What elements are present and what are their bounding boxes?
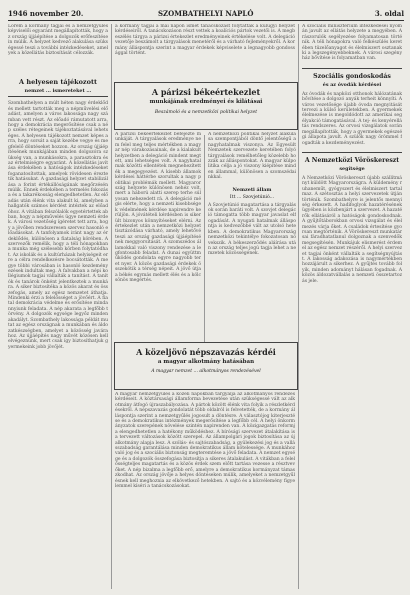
body-text: a kormány tagjai a mai napon ismét tanácskozást folytattak a külügyi helyzet kérdéseiről. A tanácskozáson részt vettek a koalíciós pártok vezetői is. A megbeszélés tárgya a párizsi értekezlet eredményeinek értékelése volt. A delegáció vezetője beszámolt a tárgyalások menetéről és a várható fejleményekről. A kormány álláspontja szerint a magyar érdekek képviselete a legnagyobb gondossággal történt. — [115, 24, 295, 57]
section-label: Nemzeti állam — [232, 186, 272, 193]
center-right-column — [208, 132, 296, 337]
section-sub: Itt ... Szovjetúnió... — [229, 194, 275, 200]
article-headline: A Nemzetközi Vöröskereszt — [304, 156, 400, 164]
article-subhead: és az óvodák kérdései — [322, 81, 382, 88]
article-headline: Szociális gondoskodás — [313, 72, 391, 80]
box-byline: Beszámoló és a nemzetközi politikai helyzet — [154, 110, 258, 115]
header-page-number: 3. oldal — [374, 9, 404, 18]
column-1 — [8, 24, 108, 584]
body-text: Szombathelyen a múlt héten nagy érdeklődés mellett tartották meg a népművelési előadást, amelyen a város lakossága nagy számban vett részt. Az előadó rámutatott arra, hogy a demokrácia megerősítése csak a nép széles rétegeinek tájékoztatásával lehetséges. A helyesen tájékozott nemzet képes arra, hogy sorsát a saját kezébe vegye és megfelelő döntéseket hozzon. Az ország újjáépítésének munkájában minden dolgozóra szükség van, a munkásokra, a parasztokra és az értelmiségre egyaránt. A közellátás javítása érdekében a hatóságok intézkedéseket foganatosítottak, amelyek rövidesen éreztetik hatásukat. A gazdasági helyzet stabilizálása a forint értékállóságának megőrzésén múlik. Ennek érdekében a termelés fokozása és a takarékosság elengedhetetlen. Az előadás után élénk vita alakult ki, amelyben a hallgatók számos kérdést intéztek az előadóhoz. A vitában felszólalók egyetértettek abban, hogy a népművelés ügye nemzeti érdek. A városi vezetőség ígéretet tett arra, hogy a jövőben rendszeresen szervez hasonló előadásokat. A tanfolyamok iránt nagy az érdeklődés, különösen a fiatalság körében. A szervezők remélik, hogy a téli hónapokban a munka még szélesebb körben folytatódhat. Az iskolák és a kultúrházak helyiségeit erre a célra rendelkezésre bocsátották. A megye többi városában is hasonló kezdeményezések indultak meg. A falvakban a népi kollégiumok tagjai vállalták a tanítást. A tanítók és tanárok önként jelentkeztek a munkára. A siker biztosítéka a közös akarat és összefogás, amely az egész nemzetet áthatja. Mindenki érzi a felelősséget a jövőért. A fiatal demokrácia védelme és erősítése mindannyiunk feladata. A nép akarata a legfőbb törvény. A dolgozók egysége legyőz minden akadályt. Szombathely lakossága példát mutat az egész országnak a munkában és áldozatkészségben, amelyet a közösség javára hoz. Az újjáépítés nagy művét közösen kell elvégeznünk, mert csak így biztosíthatjuk gyermekeink jobb jövőjét. — [8, 101, 108, 350]
body-text: A Nemzetközi Vöröskereszt újabb szállítmányt küldött Magyarországra. A küldemény ruhaneműt, gyógyszert és élelmiszert tartalmaz. A szétosztás a helyi szervezetek útján történik. Szombathelyre is jelentős mennyiség érkezett. A hadifoglyok hazatérésének ügyében is közbenjárt a szervezet. A hazatérők ellátásáról a hatóságok gondoskodnak. A gyűjtőtáborokban orvosi vizsgálat és élelmezés várja őket. A családok értesítése gyorsan megtörténik. A Vöröskereszt munkatársai fáradhatatlanul dolgoznak a szenvedők megsegítésén. Munkájuk elismerést érdemel az egész nemzet részéről. A helyi szervezet tagjai önként vállalták a segítségnyújtást. A lakosság adakozása is nagymértékben hozzájárult a sikerhez. A gyűjtés tovább folyik, minden adományt hálásan fogadnak. A közös áldozatvállalás a nemzeti összetartozás jele. — [302, 175, 402, 284]
body-text: A Szovjetúnió magatartása a tárgyalások során baráti volt. A szovjet delegáció támogatta több magyar javaslat elfogadását. A nyugati hatalmak álláspontja is kedvezőbbé vált az utolsó hetekben. A demokratikus Magyarország nemzetközi tekintélye fokozatosan növekszik. A békeszerződés aláírása után az ország teljes jogú tagja lehet a nemzetek közösségének. — [208, 202, 296, 257]
body-text: Az óvodák és napközi otthonok hálózatának bővítése a dolgozó anyák terheit könnyíti. A város vezetősége újabb óvoda megnyitását tervezi a külső kerületekben. A gyermekek élelmezése is megoldódott az amerikai segélyakció támogatásával. A tej- és kenyérellátás rendszeres. Az orvosi vizsgálatok során megállapították, hogy a gyermekek egészségi állapota javult. A szülők nagy örömmel fogadták a kezdeményezést. — [302, 91, 402, 146]
body-text: A párizsi békeértekezlet befejezte munkáját. A tárgyalások eredménye nem felel meg teljes mértékben a magyar nép várakozásainak, de a kialakult helyzetben a delegáció mindent megtett, ami lehetséges volt. A nagyhatalmak közötti ellentétek megnehezítették a megegyezést. A kisebb államok kérdései háttérbe szorultak a nagy politikai problémák mellett. Magyarország helyzete különösen nehéz volt, mert a háború alatti szerep terhe súlyosan nehezedett rá. A delegáció mégis elérte, hogy a nemzeti kisebbségek védelmének kérdése napirendre kerüljön. A jóvátételi kérdésben is sikerült bizonyos könnyítéseket elérni. Az értekezlet után a nemzetközi helyzet tisztázódása várható, amely lehetővé teszi az ország gazdasági újjáépítésének meggyorsítását. A szomszédos államokkal való viszony rendezése a legfontosabb feladat. A dunai együttműködés gondolata egyre nagyobb teret nyer. A közös gazdasági érdekek összekötik a térség népeit. A jövő útja a békés egymás mellett élés és a kölcsönös megértés. — [115, 132, 201, 283]
column-4 — [302, 24, 402, 584]
header-date: 1946 november 20. — [8, 9, 84, 18]
box-byline: A magyar nemzet ... alkotmányos rendezésével — [151, 369, 261, 374]
article-subhead: segítsége — [339, 165, 365, 172]
column-divider — [111, 24, 112, 589]
body-text: A nemzetközi politikai helyzet alakulása szempontjából döntő jelentőségű a nagyhatalmak viszonya. Az Egyesült Nemzetek szervezete keretében folyó tárgyalások remélhetőleg közelebb hozzák az álláspontokat. A magyar külpolitika célja a jó viszony kiépítése minden állammal, különösen a szomszédainkkal. — [208, 132, 296, 181]
section-rule — [302, 68, 402, 69]
article-subhead: nemzet ... ismereteket ... — [24, 88, 92, 95]
center-top-text — [115, 24, 295, 79]
center-bottom-text — [115, 392, 295, 587]
article-headline: A helyesen tájékozott — [19, 78, 97, 87]
body-text: A magyar nemzetgyűlés a közeli napokban tárgyalja az alkotmányos rendezés kérdéseit. A köztársasági államforma bevezetése után szükségessé vált az alkotmány átfogó újraszabályozása. A pártok között élénk vita folyik a részletkérdésekről. A népszavazás gondolatát több oldalról is felvetették, de a kormány álláspontja szerint a nemzetgyűlés jogosult a döntésre. A választójog kiterjesztése és a demokratikus intézmények megerősítése a legfőbb cél. A helyi önkormányzatok szerepének növelése szintén napirenden van. A közigazgatás reformja elengedhetetlen a hatékony működéshez. A bírósági szervezet átalakítása is a tervezett változások között szerepel. Az állampolgári jogok biztosítása az új alkotmány alapja lesz. A szólás- és sajtószabadság, a gyülekezési jog és a vallásszabadság garantálása minden demokratikus állam kötelessége. A munkához való jog és a szociális biztonság megteremtése a jövő feladata. A nemzet egysége és a dolgozók összefogása biztosítja a sikeres átalakulást. A vitákban a felelősségteljes magatartás és a közös érdek szem előtt tartása vezesse a résztvevőket. A nép bizalma a legfőbb erő, amelyre a demokratikus kormányzat támaszkodhat. Az ország jövője a helyes döntéseken múlik, amelyeket a nemzetgyűlésnek kell meghoznia az elkövetkező hetekben. A sajtó és a közvélemény figyelemmel kíséri a tanácskozásokat. — [115, 392, 295, 489]
center-left-column — [115, 132, 201, 337]
header-masthead: SZOMBATHELYI NAPLÓ — [158, 9, 254, 18]
column-divider — [298, 24, 299, 589]
column-divider — [204, 135, 205, 345]
box-title: A közeljövő népszavazás kérdéi — [136, 347, 276, 357]
box-title: A párizsi békeértekezlet — [151, 87, 261, 97]
body-text: Lorem a kormány tagjai és a nemzetgyűlés képviselői egyaránt megállapították, hogy az ország újjáépítése a dolgozók erőfeszítésein múlik. A helyzet kedvező alakulása szükségessé teszi a további intézkedéseket, amelyek a közellátás biztosítását célozzák. — [8, 24, 108, 57]
page-header — [8, 8, 404, 21]
section-rule — [302, 152, 402, 153]
box-subtitle: a magyar alkotmány hatásában — [157, 359, 255, 365]
headline-box — [114, 82, 298, 130]
box-subtitle: munkájának eredményei és kilátásai — [149, 99, 263, 105]
headline-box — [114, 342, 298, 390]
body-text: A szociális minisztérium intézkedései nyomán javult az ellátás helyzete a megyében. A rászorulók segélyezése folyamatosan történik. A téli hónapokra való felkészülés keretében tüzelőanyagot és élelmiszert osztanak ki a legszegényebbeknek. A városi szegényház bővítése is folyamatban van. — [302, 24, 402, 62]
headline-rule — [8, 96, 108, 97]
